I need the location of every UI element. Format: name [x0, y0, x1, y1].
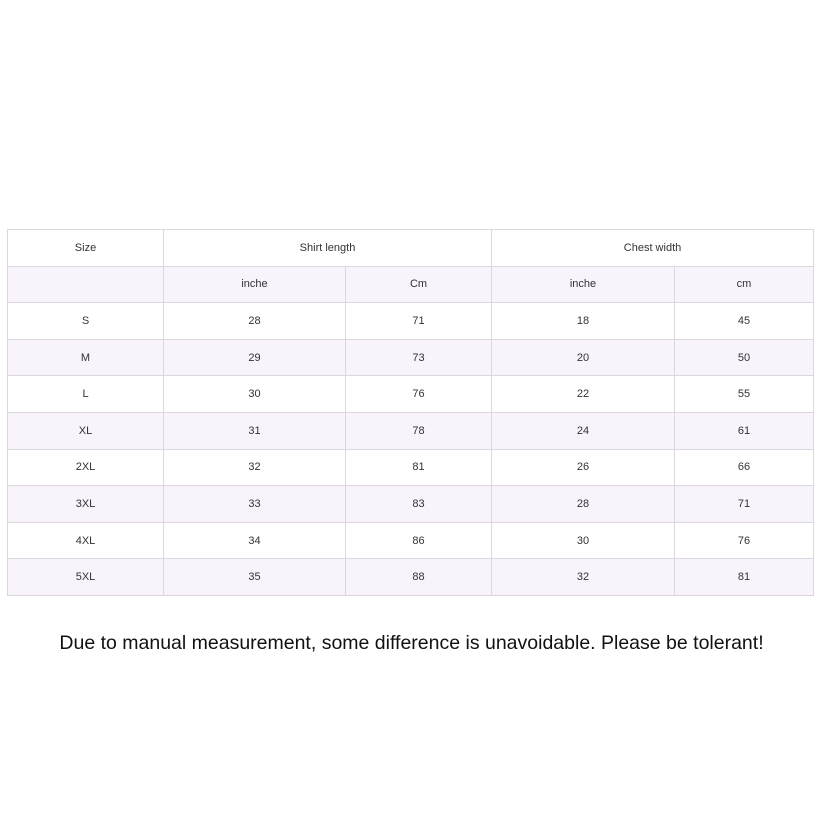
units-empty-cell	[8, 266, 164, 303]
shirt-length-inch-cell: 29	[164, 339, 346, 376]
unit-shirt-length-cm: Cm	[346, 266, 492, 303]
shirt-length-inch-cell: 30	[164, 376, 346, 413]
header-row	[8, 230, 814, 267]
shirt-length-inch-cell: 32	[164, 449, 346, 486]
table-row	[8, 303, 814, 340]
chest-width-cm-cell: 76	[675, 522, 814, 559]
chest-width-cm-cell: 50	[675, 339, 814, 376]
measurement-note: Due to manual measurement, some difference is unavoidable. Please be tolerant!	[59, 632, 764, 654]
size-chart-table	[7, 229, 814, 596]
chest-width-inch-cell: 28	[492, 486, 675, 523]
unit-chest-width-cm: cm	[675, 266, 814, 303]
header-shirt-length: Shirt length	[164, 230, 492, 267]
unit-chest-width-inch: inche	[492, 266, 675, 303]
table-row	[8, 559, 814, 596]
size-cell: 3XL	[8, 486, 164, 523]
table-row	[8, 449, 814, 486]
shirt-length-cm-cell: 86	[346, 522, 492, 559]
shirt-length-inch-cell: 33	[164, 486, 346, 523]
shirt-length-cm-cell: 78	[346, 412, 492, 449]
shirt-length-inch-cell: 34	[164, 522, 346, 559]
shirt-length-cm-cell: 88	[346, 559, 492, 596]
chest-width-cm-cell: 71	[675, 486, 814, 523]
chest-width-cm-cell: 66	[675, 449, 814, 486]
table-row	[8, 339, 814, 376]
size-cell: XL	[8, 412, 164, 449]
unit-shirt-length-inch: inche	[164, 266, 346, 303]
shirt-length-cm-cell: 76	[346, 376, 492, 413]
header-chest-width: Chest width	[492, 230, 814, 267]
table-row	[8, 376, 814, 413]
chest-width-cm-cell: 81	[675, 559, 814, 596]
chest-width-cm-cell: 55	[675, 376, 814, 413]
shirt-length-cm-cell: 83	[346, 486, 492, 523]
chest-width-cm-cell: 45	[675, 303, 814, 340]
size-cell: 4XL	[8, 522, 164, 559]
size-cell: 5XL	[8, 559, 164, 596]
units-row	[8, 266, 814, 303]
shirt-length-inch-cell: 35	[164, 559, 346, 596]
size-cell: 2XL	[8, 449, 164, 486]
chest-width-inch-cell: 32	[492, 559, 675, 596]
chest-width-inch-cell: 22	[492, 376, 675, 413]
table-row	[8, 412, 814, 449]
chest-width-cm-cell: 61	[675, 412, 814, 449]
size-cell: L	[8, 376, 164, 413]
chest-width-inch-cell: 18	[492, 303, 675, 340]
shirt-length-cm-cell: 71	[346, 303, 492, 340]
chest-width-inch-cell: 26	[492, 449, 675, 486]
shirt-length-inch-cell: 28	[164, 303, 346, 340]
chest-width-inch-cell: 20	[492, 339, 675, 376]
shirt-length-inch-cell: 31	[164, 412, 346, 449]
table-row	[8, 522, 814, 559]
table-row	[8, 486, 814, 523]
size-cell: S	[8, 303, 164, 340]
size-cell: M	[8, 339, 164, 376]
chest-width-inch-cell: 30	[492, 522, 675, 559]
shirt-length-cm-cell: 73	[346, 339, 492, 376]
header-size: Size	[8, 230, 164, 267]
shirt-length-cm-cell: 81	[346, 449, 492, 486]
chest-width-inch-cell: 24	[492, 412, 675, 449]
